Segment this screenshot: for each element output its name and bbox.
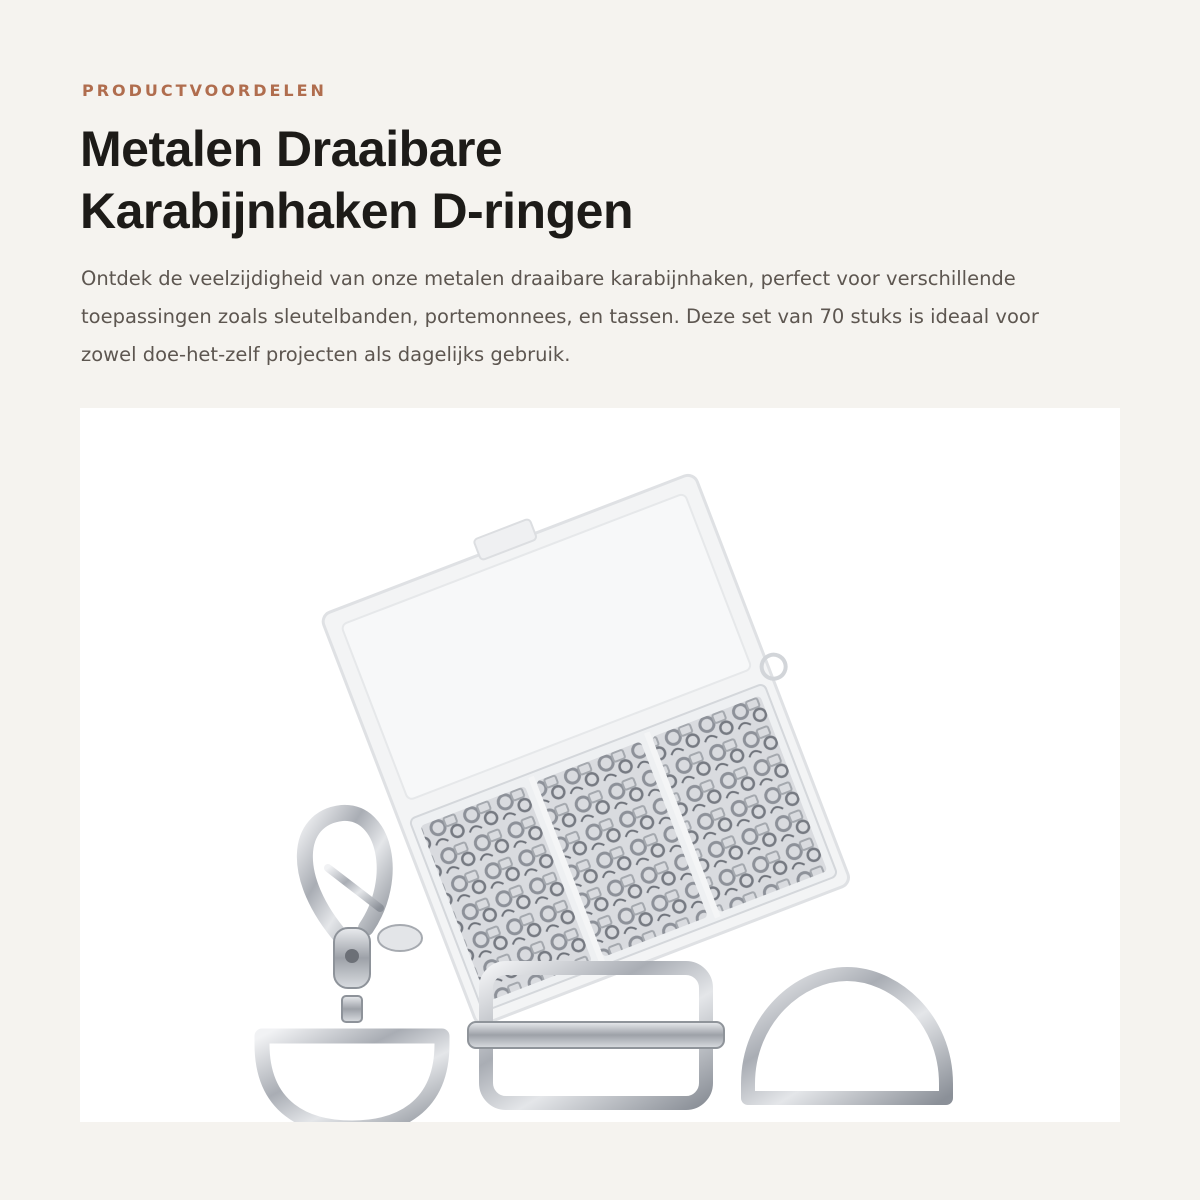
title-line-1: Metalen Draaibare (80, 121, 503, 177)
product-illustration (80, 408, 1120, 1122)
product-description: Ontdek de veelzijdigheid van onze metalen draaibare karabijnhaken, perfect voor verschillende toepassingen zoals sleutelbanden, portemonnees, en tassen. Deze set van 70 stuks is ideaal voor zowel doe-het-zelf projecten als dagelijks gebruik. (81, 267, 1039, 366)
page-title (80, 118, 1120, 242)
section-eyebrow: PRODUCTVOORDELEN (82, 81, 327, 100)
d-ring-icon (748, 974, 946, 1098)
product-image (80, 408, 1120, 1122)
title-line-2: Karabijnhaken D-ringen (80, 183, 633, 239)
